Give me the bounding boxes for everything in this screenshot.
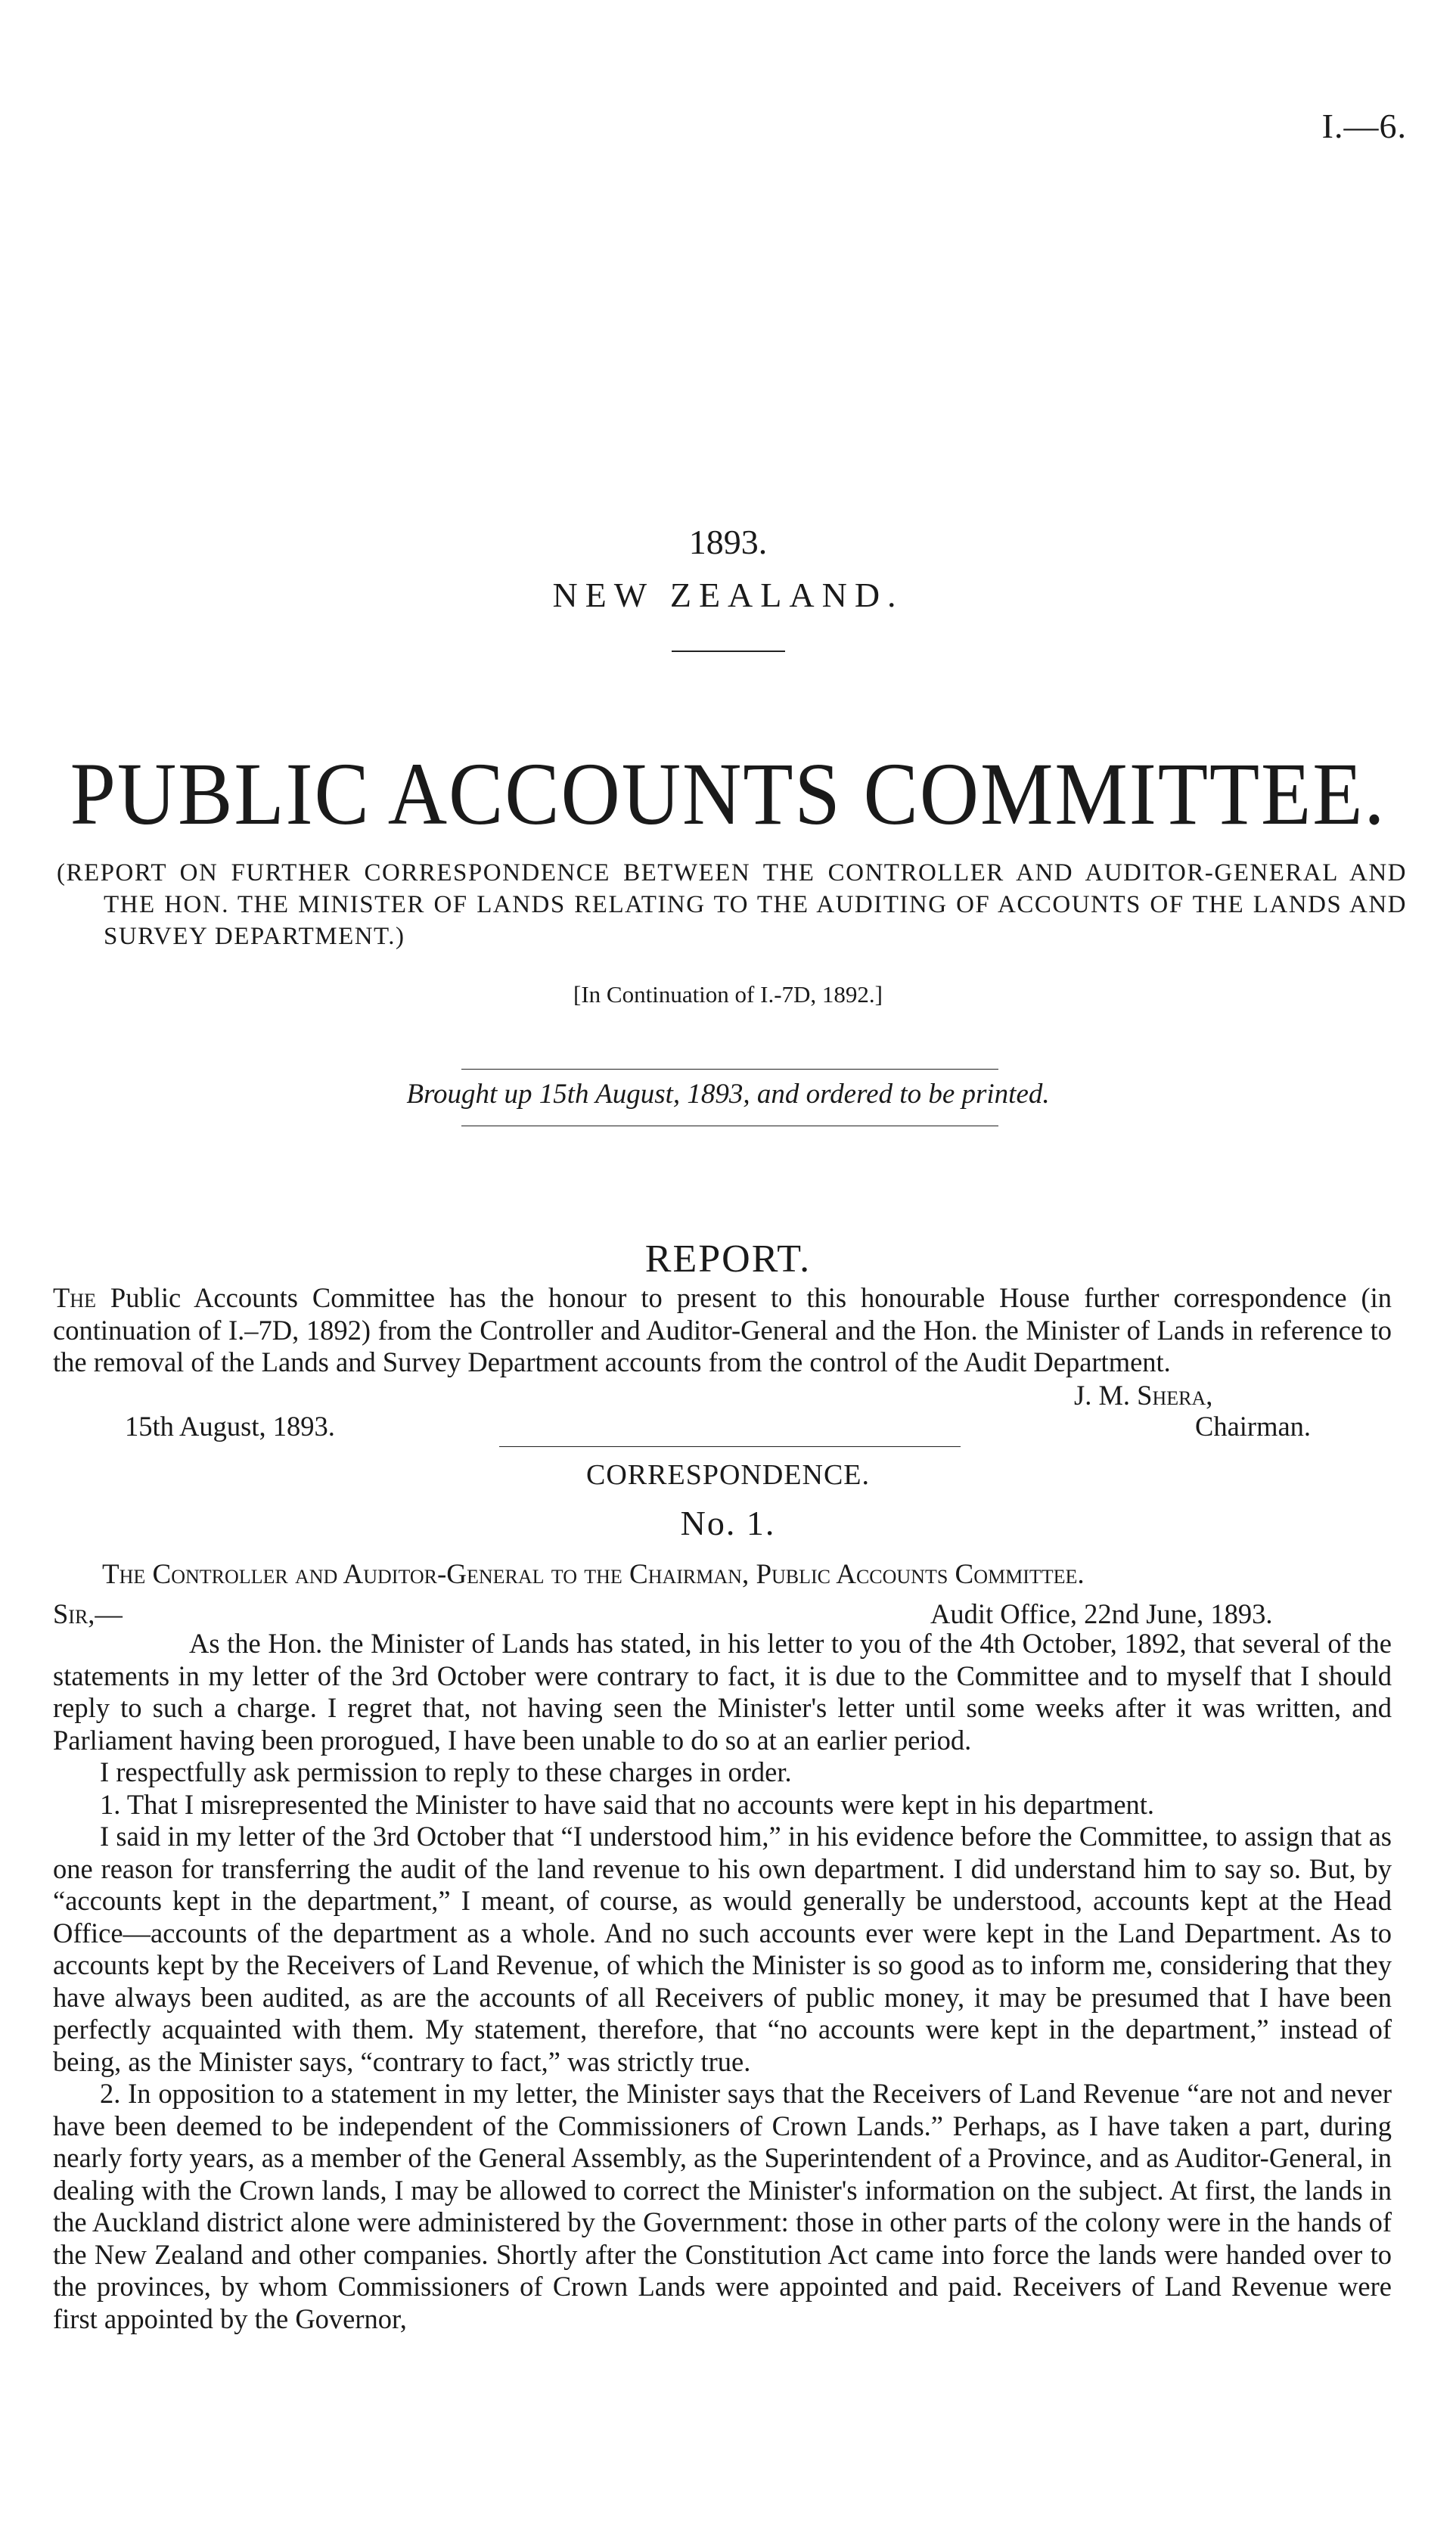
- subtitle: [57, 857, 1407, 952]
- letter-number: No. 1.: [680, 1504, 776, 1542]
- report-body: [53, 1282, 1392, 1379]
- report-lead-word: The: [53, 1282, 96, 1313]
- letter-paragraph: I said in my letter of the 3rd October that “I understood him,” in his evidence before the Committee, to assign that as one reason for transferring the audit of the land revenue to his own department. I did understand him to say so. But, by “accounts kept in the department,” I meant, of course, as would generally be understood, accounts kept at the Head Office—accounts of the department as a whole. And no such accounts ever were kept in the Land Department. As to accounts kept by the Receivers of Land Revenue, of which the Minister is so good as to inform me, considering that they have always been audited, as are the accounts of all Receivers of public money, it may be presumed that I have been perfectly acquainted with them. My statement, therefore, that “no accounts were kept in the department,” instead of being, as the Minister says, “contrary to fact,” was strictly true.: [53, 1821, 1392, 2077]
- letter-paragraph: I respectfully ask permission to reply to these charges in order.: [100, 1756, 792, 1787]
- salutation: Sir,—: [53, 1598, 123, 1629]
- letter-paragraph: 1. That I misrepresented the Minister to have said that no accounts were kept in his department.: [100, 1788, 1155, 1820]
- country: NEW ZEALAND.: [552, 576, 904, 614]
- continuation-note: [In Continuation of I.-7D, 1892.]: [573, 981, 883, 1008]
- report-text: Public Accounts Committee has the honour to present to this honourable House further correspondence (in continuation of I.–7D, 1892) from the Controller and Auditor-General and the Hon. the Minister of Lands in reference to the removal of the Lands and Survey Department accounts from the control of the Audit Department.: [53, 1282, 1392, 1377]
- page-reference: I.—6.: [1321, 107, 1407, 145]
- divider-brought-up-top: [461, 1069, 998, 1070]
- place-date: Audit Office, 22nd June, 1893.: [930, 1598, 1273, 1629]
- report-date: 15th August, 1893.: [125, 1411, 335, 1442]
- report-signatory: J. M. Shera,: [1074, 1380, 1213, 1411]
- report-signatory-title: Chairman.: [1195, 1411, 1312, 1442]
- subtitle-text: (REPORT ON FURTHER CORRESPONDENCE BETWEEN THE CONTROLLER AND AUDITOR-GENERAL AND THE HON. THE MINISTER OF LANDS RELATING TO THE AUDITING OF ACCOUNTS OF THE LANDS AND SURVEY DEPARTMENT.): [57, 859, 1407, 950]
- divider-short: [672, 651, 785, 652]
- main-title: PUBLIC ACCOUNTS COMMITTEE.: [70, 744, 1386, 843]
- letter-paragraph: As the Hon. the Minister of Lands has stated, in his letter to you of the 4th October, 1892, that several of the statements in my letter of the 3rd October were contrary to fact, it is due to the Committee and to myself that I should reply to such a charge. I regret that, not having seen the Minister's letter until some weeks after it was written, and Parliament having been prorogued, I have been unable to do so at an earlier period.: [53, 1628, 1392, 1756]
- report-heading: REPORT.: [644, 1237, 812, 1281]
- correspondence-heading: CORRESPONDENCE.: [586, 1459, 870, 1491]
- divider-report-end: [499, 1446, 961, 1447]
- year: 1893.: [688, 523, 768, 561]
- letter-header: The Controller and Auditor-General to the Chairman, Public Accounts Committee.: [102, 1559, 1085, 1590]
- brought-up-line: Brought up 15th August, 1893, and ordered to be printed.: [406, 1079, 1050, 1110]
- letter-paragraph: 2. In opposition to a statement in my letter, the Minister says that the Receivers of Land Revenue “are not and never have been deemed to be independent of the Commissioners of Crown Lands.” Perhaps, as I have taken a part, during nearly forty years, as a member of the General Assembly, as the Superintendent of a Province, and as Auditor-General, in dealing with the Crown lands, I may be allowed to correct the Minister's information on the subject. At first, the lands in the Auckland district alone were administered by the Government: those in other parts of the colony were in the hands of the New Zealand and other companies. Shortly after the Constitution Act came into force the lands were handed over to the provinces, by whom Commissioners of Crown Lands were appointed and paid. Receivers of Land Revenue were first appointed by the Governor,: [53, 2078, 1392, 2334]
- letter-body: [53, 1628, 1392, 2335]
